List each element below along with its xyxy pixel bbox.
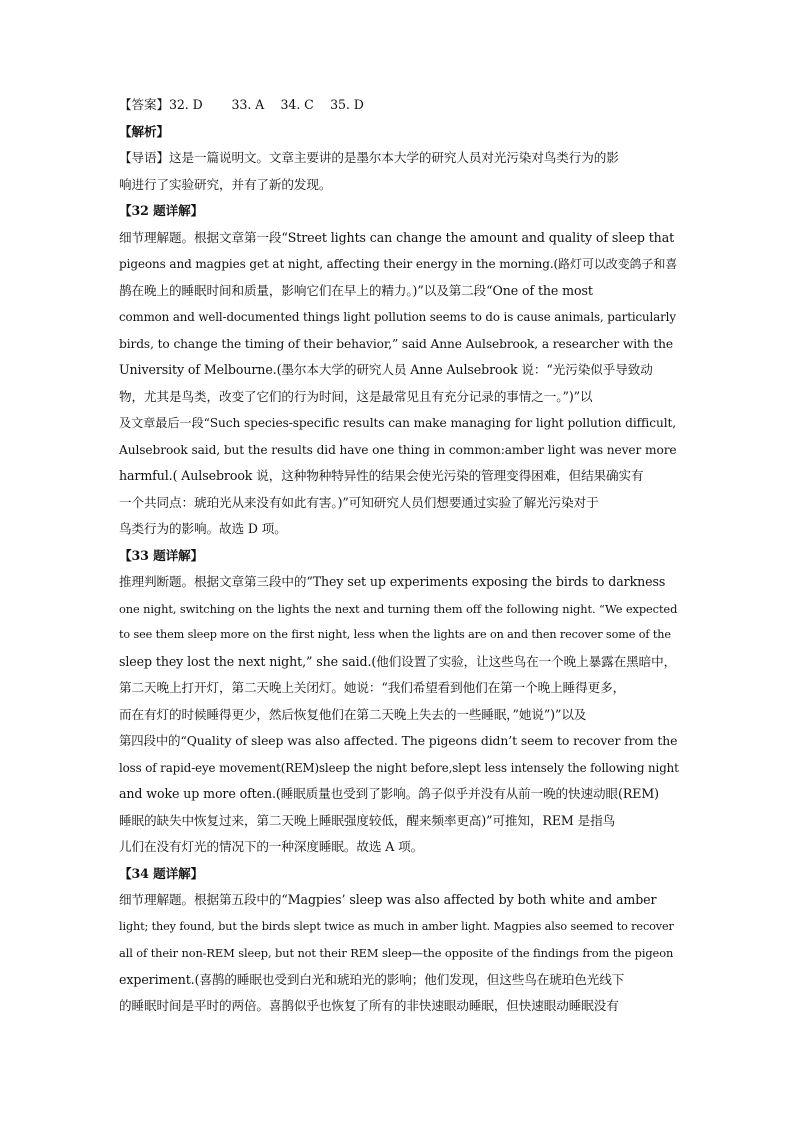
- text-line: 响进行了实验研究，并有了新的发现。: [119, 176, 332, 192]
- text-line: harmful.( Aulsebrook 说，这种物种特异性的结果会使光污染的管理变得困难，但结果确实有: [119, 468, 644, 483]
- text-line: to see them sleep more on the first night, less when the lights are on and then recover some of the: [119, 628, 671, 641]
- text-line: light; they found, but the birds slept twice as much in amber light. Magpies also seemed to recover: [119, 919, 674, 933]
- text-line: 推理判断题。根据文章第三段中的“They set up experiments exposing the birds to darkness: [119, 574, 666, 589]
- text-line: 鸟类行为的影响。故选 D 项。: [119, 521, 287, 536]
- text-line: loss of rapid-eye movement(REM)sleep the night before,slept less intensely the following night: [119, 760, 679, 775]
- text-line: University of Melbourne.(墨尔本大学的研究人员 Anne Aulsebrook 说：“光污染似乎导致动: [119, 362, 653, 377]
- text-line: experiment.(喜鹊的睡眠也受到白光和琥珀光的影响；他们发现，但这些鸟在琥珀色光线下: [119, 971, 625, 987]
- analysis-heading: 【解析】: [119, 123, 169, 139]
- text-line: 一个共同点：琥珀光从来没有如此有害。)”可知研究人员们想要通过实验了解光污染对于: [119, 494, 599, 510]
- q34-heading: 【34 题详解】: [119, 865, 204, 881]
- q33-heading: 【33 题详解】: [119, 547, 204, 563]
- text-line: birds, to change the timing of their behavior,” said Anne Aulsebrook, a researcher with the: [119, 336, 673, 351]
- text-line: one night, switching on the lights the next and turning them off the following night. “We expected: [119, 601, 678, 616]
- text-line: Aulsebrook said, but the results did have one thing in common:amber light was never more: [119, 442, 677, 457]
- text-line: pigeons and magpies get at night, affecting their energy in the morning.(路灯可以改变鸽子和喜: [119, 257, 678, 271]
- text-line: 儿们在没有灯光的情况下的一种深度睡眠。故选 A 项。: [119, 839, 424, 854]
- answer-line: 【答案】32. D 33. A 34. C 35. D: [119, 97, 364, 112]
- text-line: 细节理解题。根据文章第一段“Street lights can change the amount and quality of sleep that: [119, 229, 675, 245]
- text-line: 细节理解题。根据第五段中的“Magpies’ sleep was also affected by both white and amber: [119, 892, 657, 907]
- text-line: 第四段中的“Quality of sleep was also affected. The pigeons didn’t seem to recover from the: [119, 733, 678, 748]
- text-line: 第二天晚上打开灯，第二天晚上关闭灯。她说：“我们希望看到他们在第一个晚上睡得更多，: [119, 680, 626, 695]
- text-line: common and well-documented things light pollution seems to do is cause animals, particularly: [119, 310, 676, 324]
- text-line: 的睡眠时间是平时的两倍。喜鹊似乎也恢复了所有的非快速眼动睡眠，但快速眼动睡眠没有: [119, 998, 619, 1013]
- text-line: 及文章最后一段“Such species-specific results can make managing for light pollution difficult,: [119, 416, 677, 430]
- text-line: sleep they lost the next night,” she said.(他们设置了实验，让这些鸟在一个晚上暴露在黑暗中，: [119, 653, 677, 669]
- text-line: and woke up more often.(睡眠质量也受到了影响。鸽子似乎并没有从前一晚的快速动眼(REM): [119, 786, 659, 801]
- text-line: 而在有灯的时候睡得更少，然后恢复他们在第二天晚上失去的一些睡眠，”她说”)”以及: [119, 706, 587, 722]
- text-line: all of their non-REM sleep, but not their REM sleep—the opposite of the findings from the pigeon: [119, 946, 674, 960]
- text-line: 鹊在晚上的睡眠时间和质量，影响它们在早上的精力。)”以及第二段“One of the most: [119, 282, 593, 298]
- q32-heading: 【32 题详解】: [119, 203, 204, 218]
- text-line: 物，尤其是鸟类，改变了它们的行为时间，这是最常见且有充分记录的事情之一。”)”以: [119, 388, 593, 404]
- document-body: [119, 92, 679, 1020]
- text-line: 睡眠的缺失中恢复过来，第二天晚上睡眠强度较低，醒来频率更高)”可推知，REM 是指鸟: [119, 812, 616, 828]
- text-line: 【导语】这是一篇说明文。文章主要讲的是墨尔本大学的研究人员对光污染对鸟类行为的影: [119, 150, 619, 165]
